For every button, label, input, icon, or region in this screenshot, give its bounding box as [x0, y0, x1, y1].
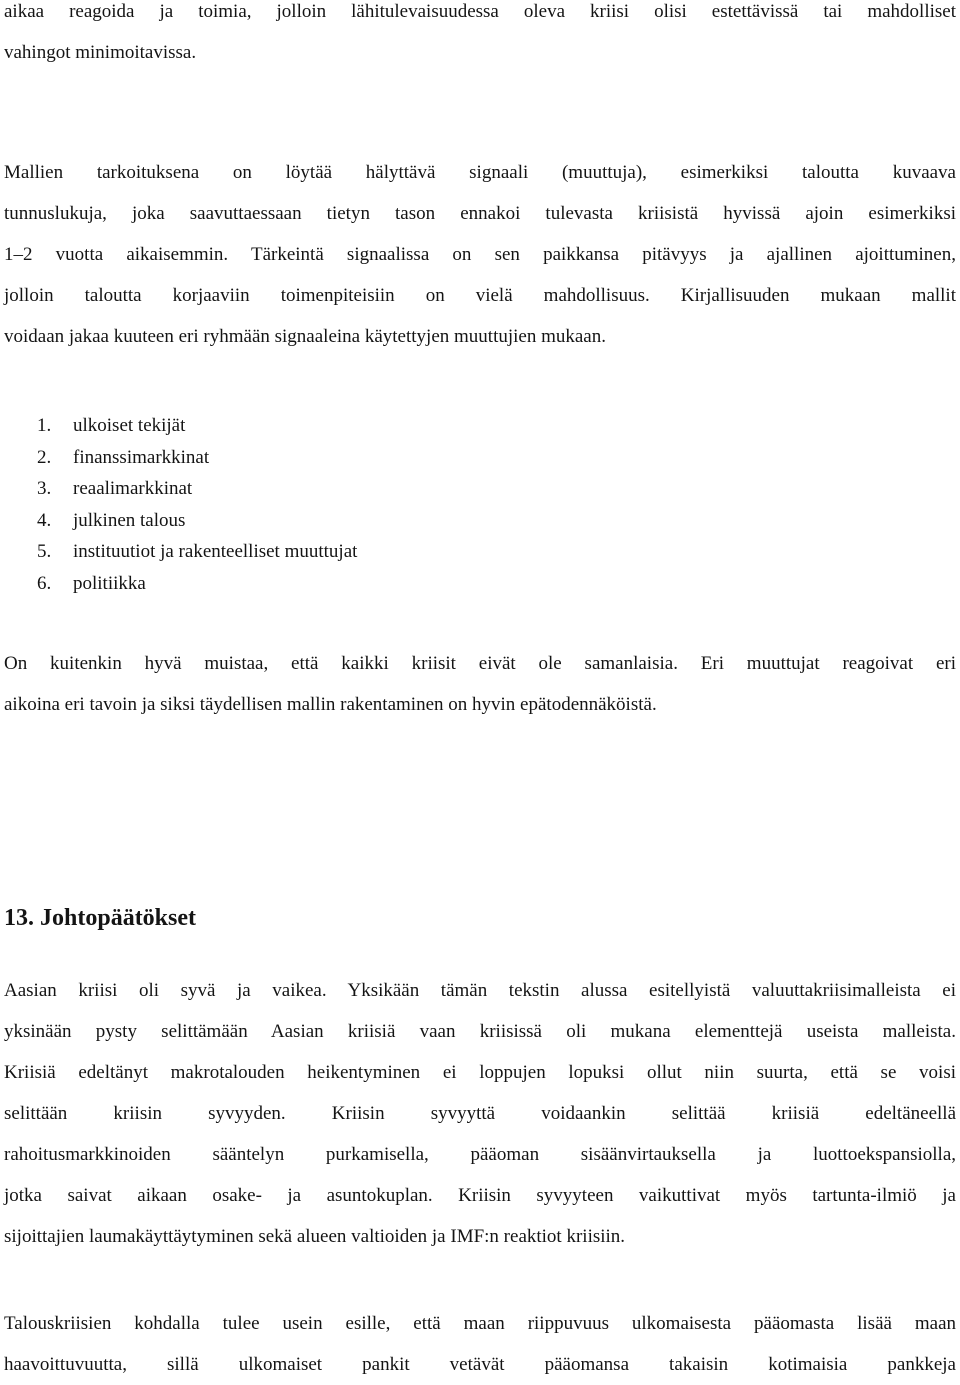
list-number: 6.: [37, 572, 52, 594]
text-line: Mallien tarkoituksena on löytää hälyttävä signaali (muuttuja), esimerkiksi taloutta kuvaava: [4, 162, 956, 183]
paragraph-final: [4, 1303, 956, 1385]
list-number: 1.: [37, 415, 52, 436]
list-number: 2.: [37, 446, 52, 468]
list-number: 3.: [37, 478, 52, 500]
section-heading: 13. Johtopäätökset: [4, 905, 197, 931]
list-item: [37, 473, 357, 505]
list-text: julkinen talous: [73, 509, 186, 531]
text-line: jolloin taloutta korjaaviin toimenpiteisiin on vielä mahdollisuus. Kirjallisuuden mukaan mallit: [4, 285, 956, 306]
text-line: tunnuslukuja, joka saavuttaessaan tietyn tason ennakoi tulevasta kriisistä hyvissä ajoin esimerkiksi: [4, 203, 956, 224]
signal-groups-list: [37, 410, 357, 600]
text-line: Talouskriisien kohdalla tulee usein esille, että maan riippuvuus ulkomaisesta pääomasta lisää maan: [4, 1313, 956, 1334]
list-text: politiikka: [73, 572, 146, 594]
text-line: Aasian kriisi oli syvä ja vaikea. Yksikään tämän tekstin alussa esitellyistä valuuttakriisimalleista ei: [4, 980, 956, 1001]
text-line: selittään kriisin syvyyden. Kriisin syvyyttä voidaankin selittää kriisiä edeltäneellä: [4, 1103, 956, 1124]
text-line: voidaan jakaa kuuteen eri ryhmään signaaleina käytettyjen muuttujien mukaan.: [4, 326, 606, 347]
list-text: instituutiot ja rakenteelliset muuttujat: [73, 541, 358, 563]
list-text: finanssimarkkinat: [73, 446, 210, 468]
list-number: 4.: [37, 509, 52, 531]
text-line: On kuitenkin hyvä muistaa, että kaikki kriisit eivät ole samanlaisia. Eri muuttujat reagoivat eri: [4, 653, 956, 674]
text-line: aikaa reagoida ja toimia, jolloin lähitulevaisuudessa oleva kriisi olisi estettävissä tai mahdolliset: [4, 1, 956, 22]
paragraph-reminder: [4, 643, 956, 725]
text-line: aikoina eri tavoin ja siksi täydellisen mallin rakentaminen on hyvin epätodennäköistä.: [4, 694, 657, 715]
text-line: jotka saivat aikaan osake- ja asuntokuplan. Kriisin syvyyteen vaikuttivat myös tartunta-ilmiö ja: [4, 1185, 956, 1206]
list-item: [37, 505, 357, 537]
paragraph-models: [4, 152, 956, 357]
list-item: [37, 568, 357, 600]
list-item: [37, 536, 357, 568]
list-item: [37, 410, 357, 442]
text-line: Kriisiä edeltänyt makrotalouden heikentyminen ei loppujen lopuksi ollut niin suurta, että se voisi: [4, 1062, 956, 1083]
paragraph-intro: [4, 0, 956, 73]
list-text: ulkoiset tekijät: [73, 415, 186, 436]
list-text: reaalimarkkinat: [73, 478, 193, 500]
text-line: vahingot minimoitavissa.: [4, 42, 197, 63]
text-line: haavoittuvuutta, sillä ulkomaiset pankit vetävät pääomansa takaisin kotimaisia pankkeja: [4, 1354, 956, 1375]
text-line: 1–2 vuotta aikaisemmin. Tärkeintä signaalissa on sen paikkansa pitävyys ja ajallinen ajoittuminen,: [4, 244, 956, 265]
text-line: rahoitusmarkkinoiden sääntelyn purkamisella, pääoman sisäänvirtauksella ja luottoekspansiolla,: [4, 1144, 956, 1165]
text-line: yksinään pysty selittämään Aasian kriisiä vaan kriisissä oli mukana elementtejä useista malleista.: [4, 1021, 956, 1042]
text-line: sijoittajien laumakäyttäytyminen sekä alueen valtioiden ja IMF:n reaktiot kriisiin.: [4, 1226, 626, 1247]
list-number: 5.: [37, 541, 52, 563]
list-item: [37, 442, 357, 474]
paragraph-conclusion: [4, 970, 956, 1257]
